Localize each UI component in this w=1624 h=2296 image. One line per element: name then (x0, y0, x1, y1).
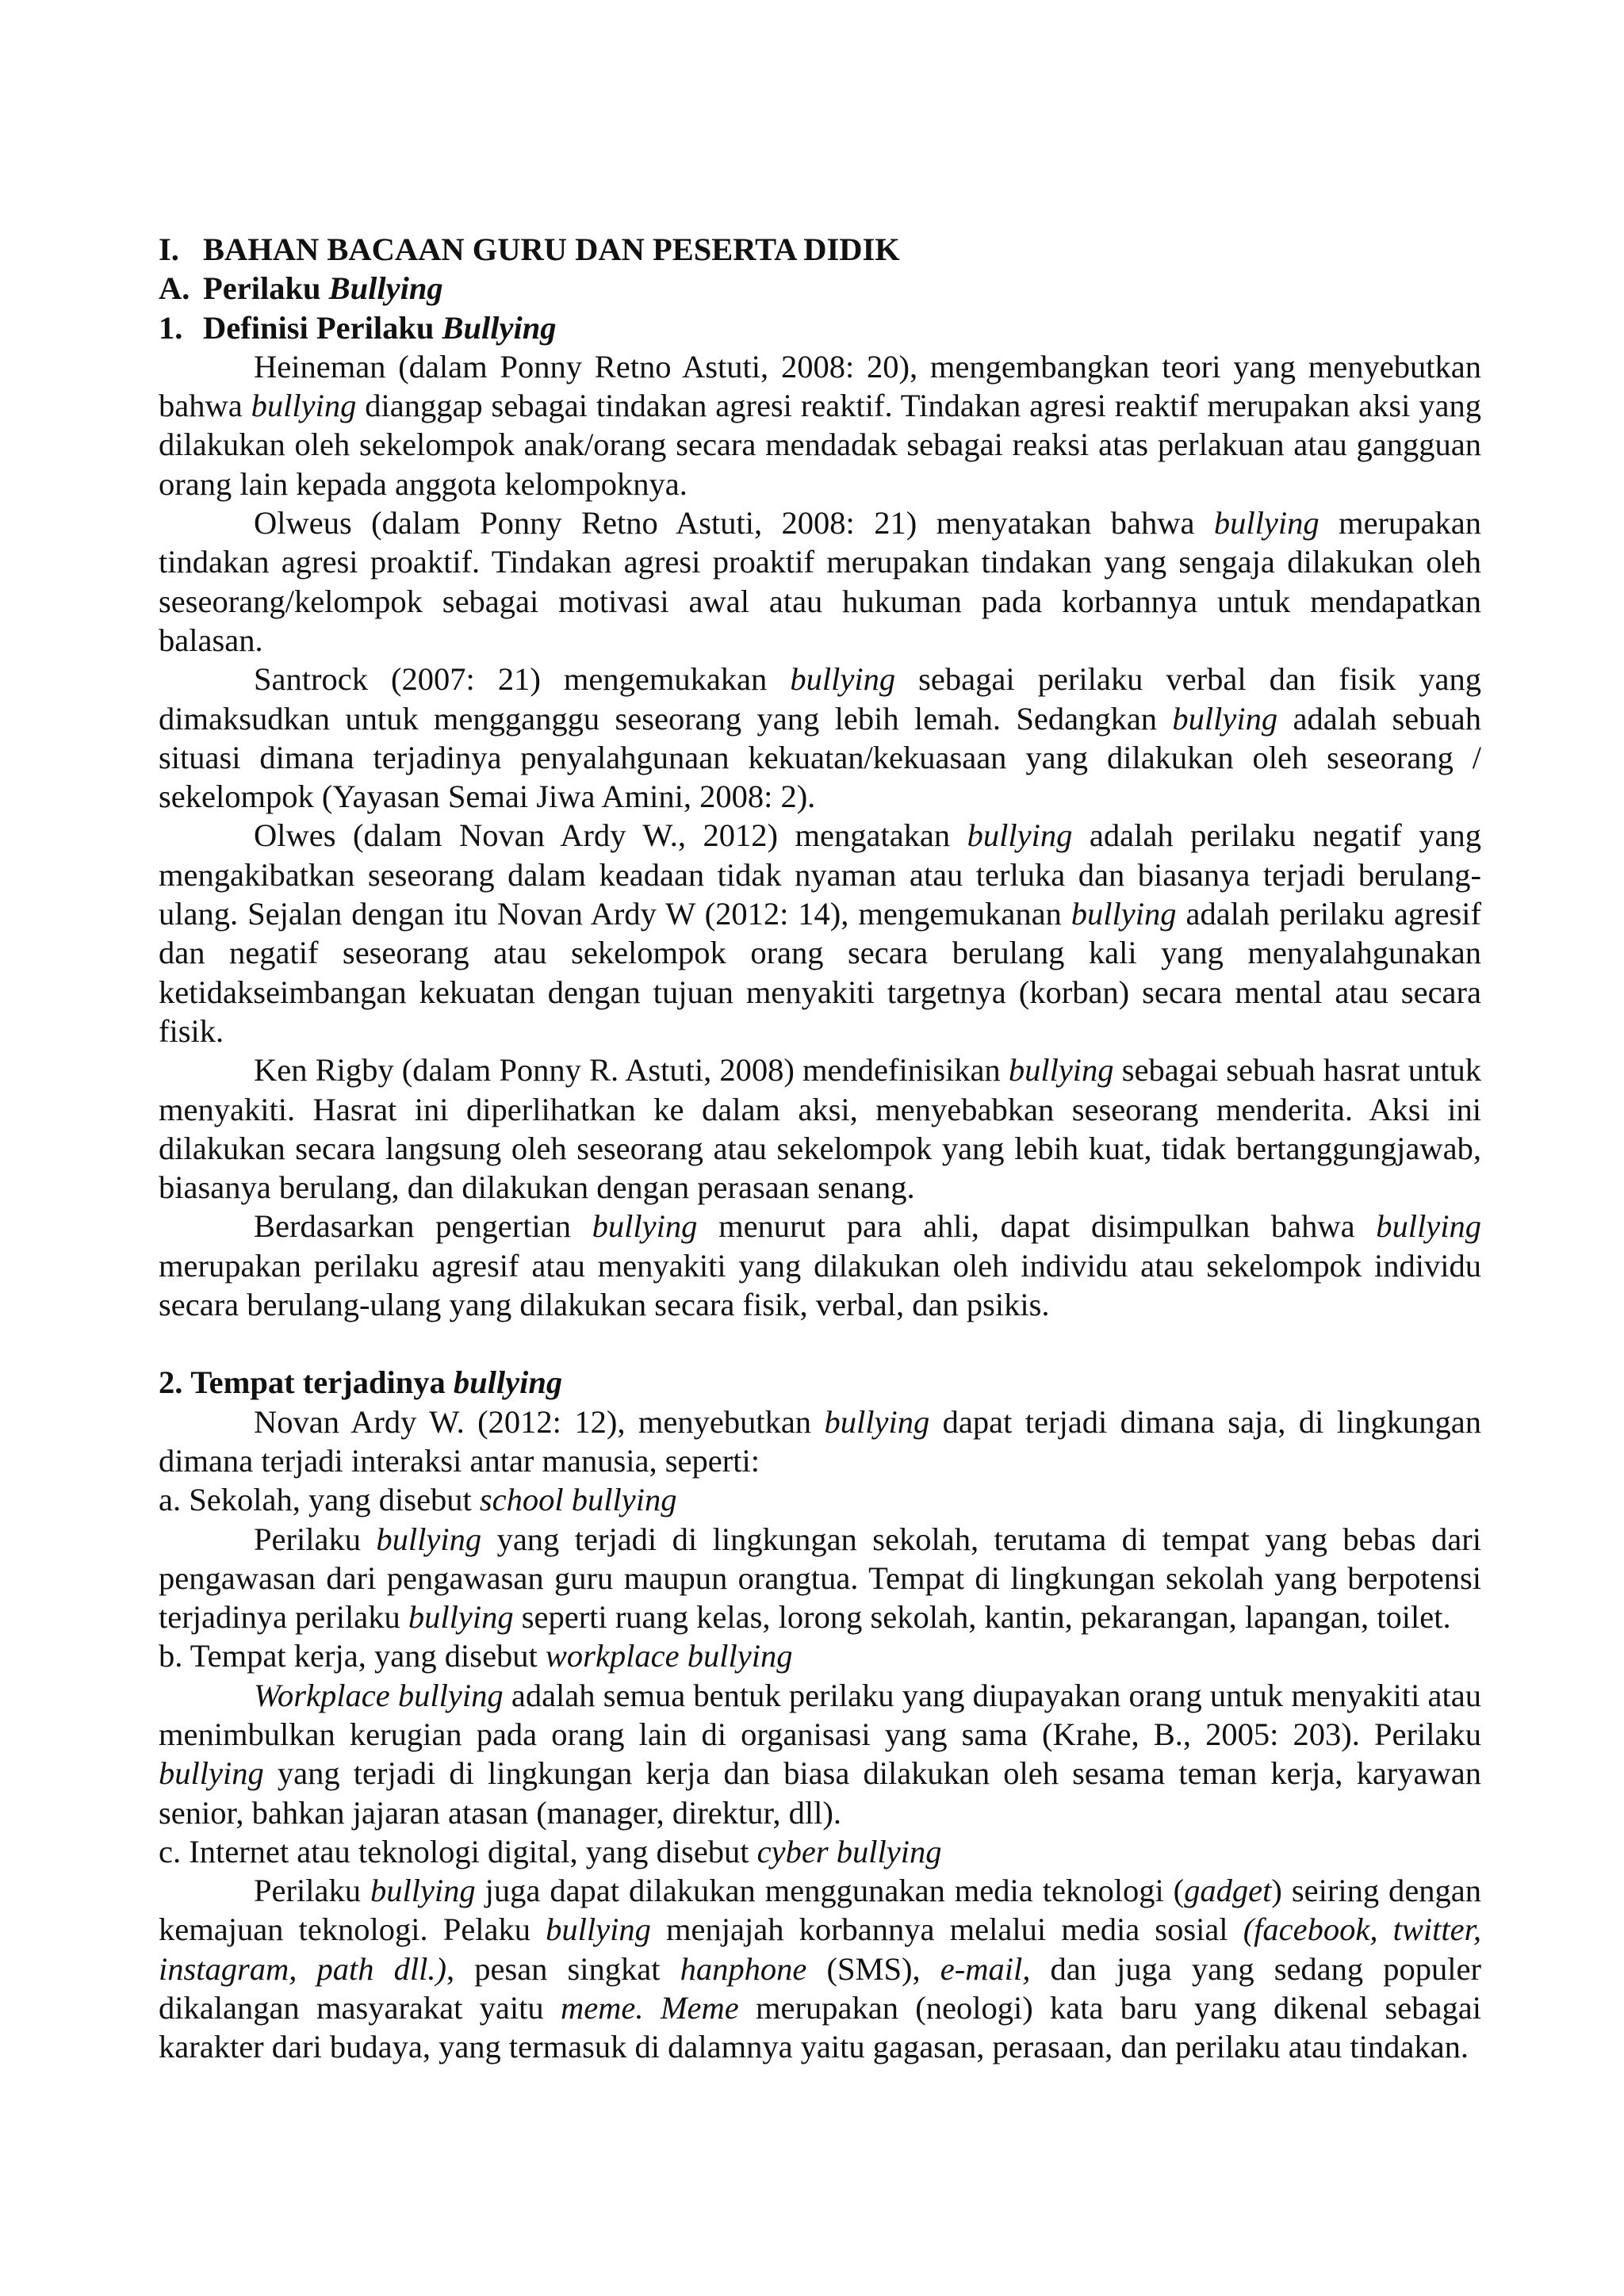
text-run: menjajah korbannya melalui media sosial (650, 1911, 1243, 1948)
text-run: sebagai sebuah hasrat untuk menyakiti. Hasrat ini diperlihatkan ke dalam aksi, menyebabkan seseorang menderita. Aksi ini dilakukan secara langsung oleh seseorang atau sekelompok yang lebih kuat, tidak bertanggungjawab, biasanya berulang, dan dilakukan dengan perasaan senang. (159, 1052, 1481, 1206)
text-run: yang terjadi di lingkungan kerja dan biasa dilakukan oleh sesama teman kerja, karyawan senior, bahkan jajaran atasan (manager, direktur, dll). (159, 1755, 1481, 1831)
text-run: c. Internet atau teknologi digital, yang disebut (159, 1833, 757, 1869)
italic-term: workplace bullying (545, 1638, 793, 1674)
text-run: merupakan (neologi) kata baru yang dikenal sebagai karakter dari budaya, yang termasuk di dalamnya yaitu gagasan, perasaan, dan perilaku atau tindakan. (159, 1990, 1481, 2065)
italic-term: hanphone (680, 1950, 807, 1987)
text-run: juga dapat dilakukan menggunakan media teknologi ( (475, 1873, 1185, 1909)
paragraph-workplace (159, 1676, 1481, 1832)
italic-term: meme. Meme (560, 1990, 739, 2026)
paragraph-heineman (159, 347, 1481, 503)
paragraph-spacer (159, 1324, 1481, 1363)
section-heading-2 (159, 1363, 1481, 1402)
text-run: adalah sebuah situasi dimana terjadinya penyalahgunaan kekuatan/kekuasaan yang dilakukan oleh seseorang / sekelompok (Yayasan Semai Jiwa Amini, 2008: 2). (159, 700, 1481, 815)
heading-number: 1. (159, 309, 183, 346)
paragraph-santrock (159, 660, 1481, 816)
italic-term: cyber bullying (756, 1833, 942, 1869)
heading-text: Tempat terjadinya (190, 1364, 454, 1401)
text-run: Perilaku (254, 1521, 377, 1557)
text-run: Novan Ardy W. (2012: 12), menyebutkan (254, 1403, 825, 1440)
heading-emphasis: Bullying (328, 270, 443, 307)
text-run: sebagai perilaku verbal dan fisik yang dimaksudkan untuk mengganggu seseorang yang lebih lemah. Sedangkan (159, 661, 1481, 737)
text-run: merupakan perilaku agresif atau menyakiti yang dilakukan oleh individu atau sekelompok individu secara berulang-ulang yang dilakukan secara fisik, verbal, dan psikis. (159, 1247, 1481, 1323)
paragraph-olweus (159, 503, 1481, 660)
italic-term: bullying (376, 1521, 482, 1557)
paragraph-school (159, 1520, 1481, 1637)
heading-number: 2. (159, 1364, 183, 1401)
italic-term: bullying (370, 1873, 476, 1909)
italic-term: bullying (1213, 505, 1320, 541)
paragraph-olwes (159, 816, 1481, 1050)
italic-term: (facebook, twitter, instagram, path dll.) (159, 1911, 1481, 1987)
text-run: Santrock (2007: 21) mengemukakan (254, 661, 791, 698)
italic-term: e-mail, (940, 1950, 1031, 1987)
italic-term: bullying (408, 1599, 514, 1636)
heading-number: A. (159, 270, 190, 307)
heading-text: Definisi Perilaku (203, 309, 442, 346)
text-run: adalah perilaku negatif yang mengakibatkan seseorang dalam keadaan tidak nyaman atau terluka dan biasanya terjadi berulang-ulang. Sejalan dengan itu Novan Ardy W (2012: 14), mengemukanan (159, 817, 1481, 932)
text-run: merupakan tindakan agresi proaktif. Tindakan agresi proaktif merupakan tindakan yang sengaja dilakukan oleh seseorang/kelompok sebagai motivasi awal atau hukuman pada korbannya untuk mendapatkan balasan. (159, 505, 1481, 658)
paragraph-rigby (159, 1050, 1481, 1207)
text-run: a. Sekolah, yang disebut (159, 1482, 480, 1518)
text-run: dianggap sebagai tindakan agresi reaktif. Tindakan agresi reaktif merupakan aksi yang dilakukan oleh sekelompok anak/orang secara mendadak sebagai reaksi atas perlakuan atau gangguan orang lain kepada anggota kelompoknya. (159, 388, 1481, 502)
list-item-b (159, 1636, 1481, 1675)
paragraph-novan (159, 1402, 1481, 1481)
text-run: Olwes (dalam Novan Ardy W., 2012) mengatakan (254, 817, 967, 854)
italic-term: Workplace bullying (254, 1677, 504, 1713)
italic-term: bullying (251, 388, 357, 424)
section-heading-i (159, 230, 1481, 269)
heading-emphasis: Bullying (442, 309, 557, 346)
text-run: dan juga yang sedang populer dikalangan masyarakat yaitu (159, 1950, 1481, 2026)
heading-emphasis: bullying (453, 1364, 563, 1401)
list-item-c (159, 1832, 1481, 1871)
text-run: dapat terjadi dimana saja, di lingkungan dimana terjadi interaksi antar manusia, seperti: (159, 1403, 1481, 1479)
text-run: b. Tempat kerja, yang disebut (159, 1638, 546, 1674)
paragraph-cyber (159, 1871, 1481, 2066)
document-page (159, 230, 1481, 2067)
paragraph-conclusion (159, 1207, 1481, 1324)
italic-term: bullying (1376, 1208, 1481, 1245)
text-run: adalah semua bentuk perilaku yang diupayakan orang untuk menyakiti atau menimbulkan kerugian pada orang lain di organisasi yang sama (Krahe, B., 2005: 203). Perilaku (159, 1677, 1481, 1752)
text-run: (SMS), (806, 1950, 940, 1987)
section-heading-a (159, 269, 1481, 308)
text-run: menurut para ahli, dapat disimpulkan bahwa (697, 1208, 1377, 1245)
italic-term: bullying (159, 1755, 264, 1792)
text-run: seperti ruang kelas, lorong sekolah, kantin, pekarangan, lapangan, toilet. (513, 1599, 1451, 1636)
italic-term: bullying (967, 817, 1073, 854)
italic-term: school bullying (479, 1482, 677, 1518)
text-run: Heineman (dalam Ponny Retno Astuti, 2008: 20), mengembangkan teori yang menyebutkan bahwa (159, 348, 1481, 424)
list-item-a (159, 1480, 1481, 1519)
italic-term: bullying (1172, 700, 1278, 737)
text-run: adalah perilaku agresif dan negatif seseorang atau sekelompok orang secara berulang kali yang menyalahgunakan ketidakseimbangan kekuatan dengan tujuan menyakiti targetnya (korban) secara mental atau secara fisik. (159, 896, 1482, 1049)
italic-term: bullying (1008, 1052, 1114, 1089)
heading-text: BAHAN BACAAN GURU DAN PESERTA DIDIK (203, 232, 900, 267)
text-run: ) seiring dengan kemajuan teknologi. Pelaku (159, 1873, 1482, 1948)
italic-term: bullying (592, 1208, 698, 1245)
heading-number: I. (159, 232, 179, 267)
text-run: yang terjadi di lingkungan sekolah, terutama di tempat yang bebas dari pengawasan dari pengawasan guru maupun orangtua. Tempat di lingkungan sekolah yang berpotensi terjadinya perilaku (159, 1521, 1481, 1636)
italic-term: bullying (546, 1911, 651, 1948)
text-run: Ken Rigby (dalam Ponny R. Astuti, 2008) mendefinisikan (254, 1052, 1009, 1089)
section-heading-1 (159, 308, 1481, 347)
heading-text: Perilaku (203, 270, 329, 307)
text-run: Perilaku (254, 1873, 370, 1909)
italic-term: bullying (824, 1403, 930, 1440)
text-run: , pesan singkat (446, 1950, 680, 1987)
text-run: Berdasarkan pengertian (254, 1208, 592, 1245)
text-run: Olweus (dalam Ponny Retno Astuti, 2008: 21) menyatakan bahwa (254, 505, 1214, 541)
italic-term: bullying (1071, 896, 1177, 932)
italic-term: bullying (790, 661, 896, 698)
italic-term: gadget (1184, 1873, 1272, 1909)
